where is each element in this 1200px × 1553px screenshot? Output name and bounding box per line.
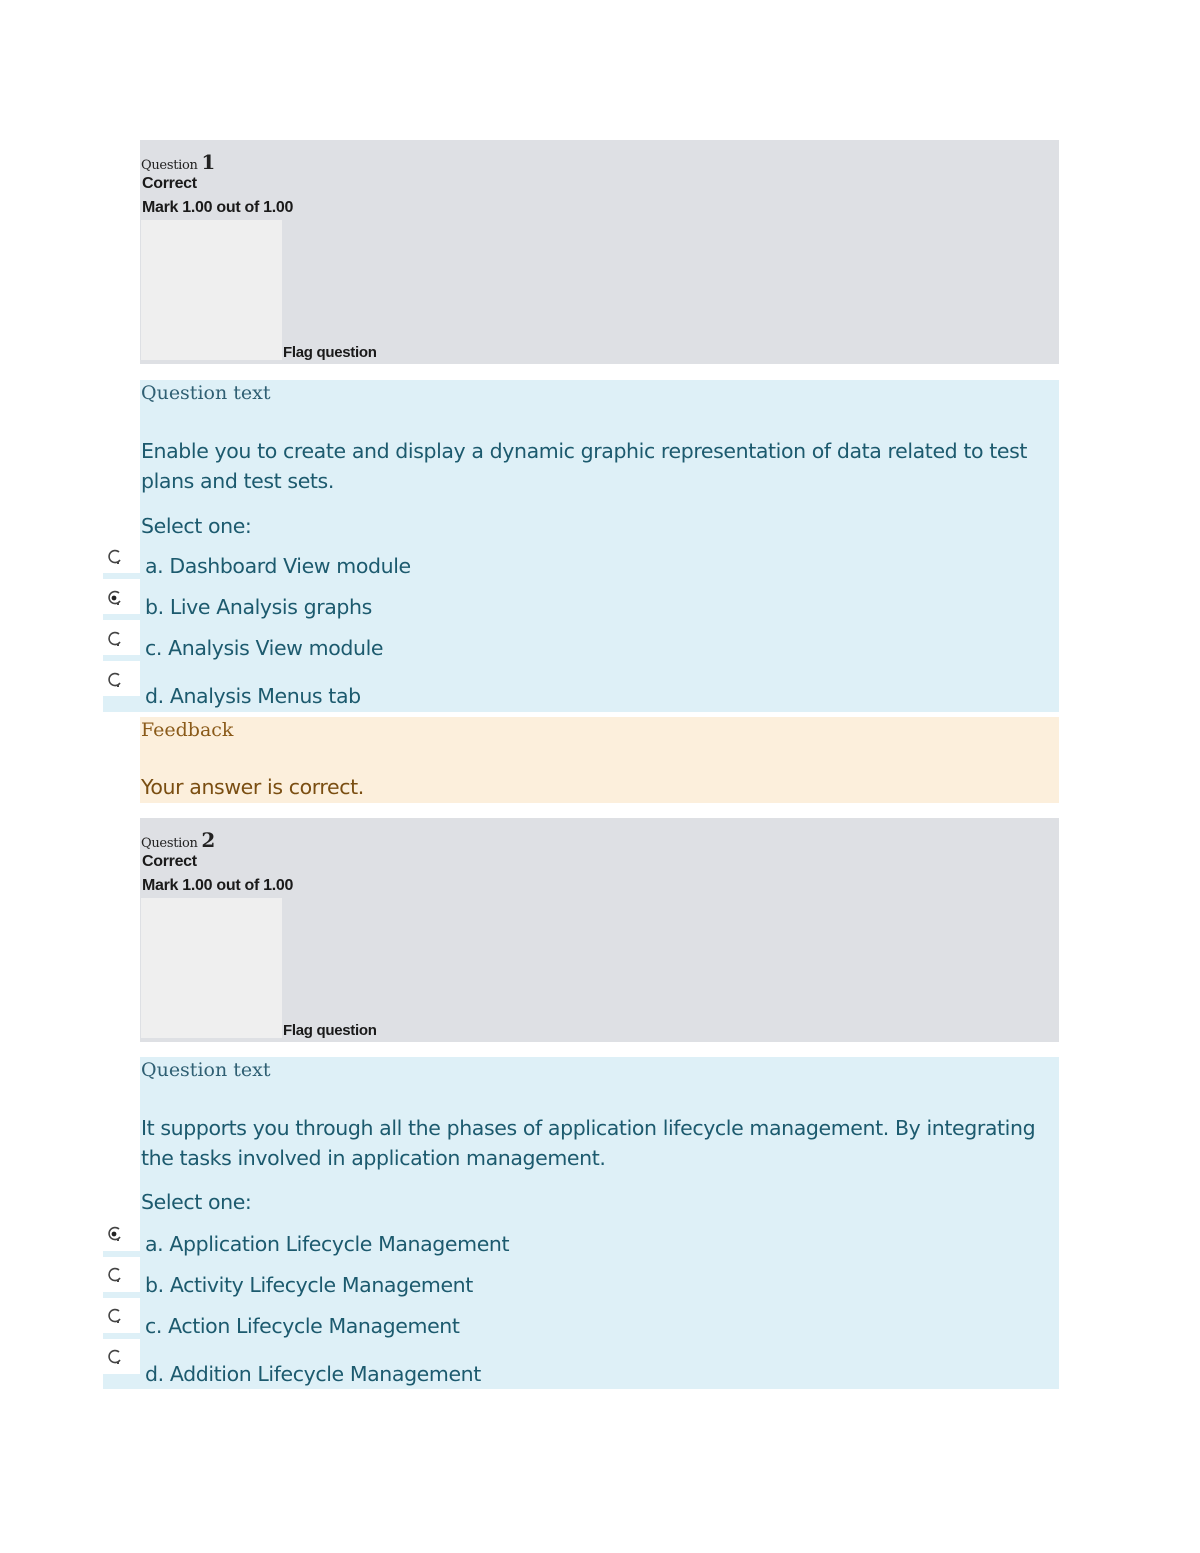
question-state: Correct <box>142 853 197 870</box>
feedback-text: Your answer is correct. <box>141 775 364 799</box>
question-1-content <box>140 380 1059 712</box>
question-1-number <box>141 150 215 174</box>
option-row-background <box>103 1374 145 1389</box>
option-label[interactable]: c. Analysis View module <box>145 636 384 660</box>
option-row-background <box>103 614 145 620</box>
question-text: It supports you through all the phases of application lifecycle management. By integrating the tasks involved in application management. <box>141 1116 1036 1170</box>
question-grade: Mark 1.00 out of 1.00 <box>142 877 294 894</box>
option-row-background <box>103 1251 145 1257</box>
flag-question-link[interactable]: Flag question <box>283 1022 377 1039</box>
radio-unchecked-icon[interactable] <box>107 1307 123 1325</box>
radio-unchecked-icon[interactable] <box>107 630 123 648</box>
option-row-background <box>103 1333 145 1339</box>
option-label[interactable]: b. Activity Lifecycle Management <box>145 1273 473 1297</box>
option-label[interactable]: a. Application Lifecycle Management <box>145 1232 510 1256</box>
select-one-prompt: Select one: <box>141 514 252 538</box>
flag-question-link[interactable]: Flag question <box>283 344 377 361</box>
radio-unchecked-icon[interactable] <box>107 548 123 566</box>
option-row-background <box>103 573 145 579</box>
question-label: Question <box>141 158 198 173</box>
question-1-info <box>140 140 1059 364</box>
option-label[interactable]: c. Action Lifecycle Management <box>145 1314 460 1338</box>
question-2-content <box>140 1057 1059 1389</box>
question-label: Question <box>141 836 198 851</box>
option-label[interactable]: a. Dashboard View module <box>145 554 411 578</box>
flag-question-icon[interactable] <box>141 898 282 1038</box>
option-label[interactable]: b. Live Analysis graphs <box>145 595 372 619</box>
option-label[interactable]: d. Addition Lifecycle Management <box>145 1362 481 1386</box>
question-state: Correct <box>142 175 197 192</box>
radio-unchecked-icon[interactable] <box>107 671 123 689</box>
question-2-number <box>141 828 215 852</box>
question-grade: Mark 1.00 out of 1.00 <box>142 199 294 216</box>
option-row-background <box>103 696 145 712</box>
feedback-heading: Feedback <box>141 719 234 741</box>
option-label[interactable]: d. Analysis Menus tab <box>145 684 361 708</box>
radio-checked-icon[interactable] <box>107 589 123 607</box>
select-one-prompt: Select one: <box>141 1190 252 1214</box>
radio-unchecked-icon[interactable] <box>107 1266 123 1284</box>
flag-question-icon[interactable] <box>141 220 282 360</box>
question-text-heading: Question text <box>141 1059 271 1081</box>
radio-unchecked-icon[interactable] <box>107 1348 123 1366</box>
question-text-heading: Question text <box>141 382 271 404</box>
question-number: 1 <box>201 150 216 174</box>
question-number: 2 <box>201 828 216 852</box>
option-row-background <box>103 655 145 661</box>
question-2-info <box>140 818 1059 1042</box>
question-1-feedback <box>140 717 1059 803</box>
radio-checked-icon[interactable] <box>107 1225 123 1243</box>
option-row-background <box>103 1292 145 1298</box>
question-text: Enable you to create and display a dynamic graphic representation of data related to test plans and test sets. <box>141 439 1028 493</box>
